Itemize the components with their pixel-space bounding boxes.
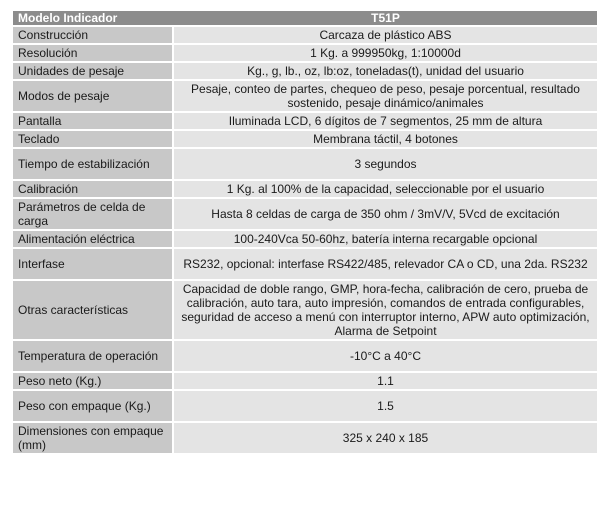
row-value: Hasta 8 celdas de carga de 350 ohm / 3mV/V, 5Vcd de excitación <box>174 199 597 229</box>
row-label: Dimensiones con empaque (mm) <box>13 423 174 453</box>
row-value: Kg., g, lb., oz, lb:oz, toneladas(t), unidad del usuario <box>174 63 597 79</box>
table-row <box>13 181 597 197</box>
row-label: Temperatura de operación <box>13 341 174 371</box>
table-row <box>13 231 597 247</box>
row-value: RS232, opcional: interfase RS422/485, relevador CA o CD, una 2da. RS232 <box>174 249 597 279</box>
spec-table-container <box>13 9 597 455</box>
table-row <box>13 373 597 389</box>
table-row <box>13 249 597 279</box>
row-value: 1 Kg. a 999950kg, 1:10000d <box>174 45 597 61</box>
row-value: 325 x 240 x 185 <box>174 423 597 453</box>
row-value: 100-240Vca 50-60hz, batería interna recargable opcional <box>174 231 597 247</box>
row-value: 3 segundos <box>174 149 597 179</box>
row-value: Membrana táctil, 4 botones <box>174 131 597 147</box>
row-label: Modos de pesaje <box>13 81 174 111</box>
row-value: Iluminada LCD, 6 dígitos de 7 segmentos, 25 mm de altura <box>174 113 597 129</box>
row-label: Calibración <box>13 181 174 197</box>
table-row <box>13 341 597 371</box>
row-label: Teclado <box>13 131 174 147</box>
row-value: 1 Kg. al 100% de la capacidad, seleccionable por el usuario <box>174 181 597 197</box>
row-value: Carcaza de plástico ABS <box>174 27 597 43</box>
row-label: Pantalla <box>13 113 174 129</box>
row-label: Interfase <box>13 249 174 279</box>
table-header-row <box>13 11 597 25</box>
header-label: Modelo Indicador <box>13 11 174 25</box>
table-row <box>13 149 597 179</box>
header-model: T51P <box>174 11 597 25</box>
row-label: Otras características <box>13 281 174 339</box>
row-value: Capacidad de doble rango, GMP, hora-fecha, calibración de cero, prueba de calibración, auto tara, auto impresión, comandos de entrada configurables, seguridad de acceso a menú con interruptor interno, APW auto optimización, Alarma de Setpoint <box>174 281 597 339</box>
row-label: Parámetros de celda de carga <box>13 199 174 229</box>
table-row <box>13 63 597 79</box>
spec-table <box>13 9 597 455</box>
table-row <box>13 281 597 339</box>
table-row <box>13 391 597 421</box>
row-label: Resolución <box>13 45 174 61</box>
row-label: Unidades de pesaje <box>13 63 174 79</box>
table-row <box>13 131 597 147</box>
table-row <box>13 423 597 453</box>
table-row <box>13 27 597 43</box>
row-label: Construcción <box>13 27 174 43</box>
row-value: 1.1 <box>174 373 597 389</box>
row-value: 1.5 <box>174 391 597 421</box>
row-label: Peso neto (Kg.) <box>13 373 174 389</box>
row-value: -10°C a 40°C <box>174 341 597 371</box>
table-row <box>13 45 597 61</box>
row-value: Pesaje, conteo de partes, chequeo de peso, pesaje porcentual, resultado sostenido, pesaje dinámico/animales <box>174 81 597 111</box>
table-row <box>13 81 597 111</box>
table-row <box>13 113 597 129</box>
row-label: Peso con empaque (Kg.) <box>13 391 174 421</box>
row-label: Alimentación eléctrica <box>13 231 174 247</box>
row-label: Tiempo de estabilización <box>13 149 174 179</box>
table-row <box>13 199 597 229</box>
